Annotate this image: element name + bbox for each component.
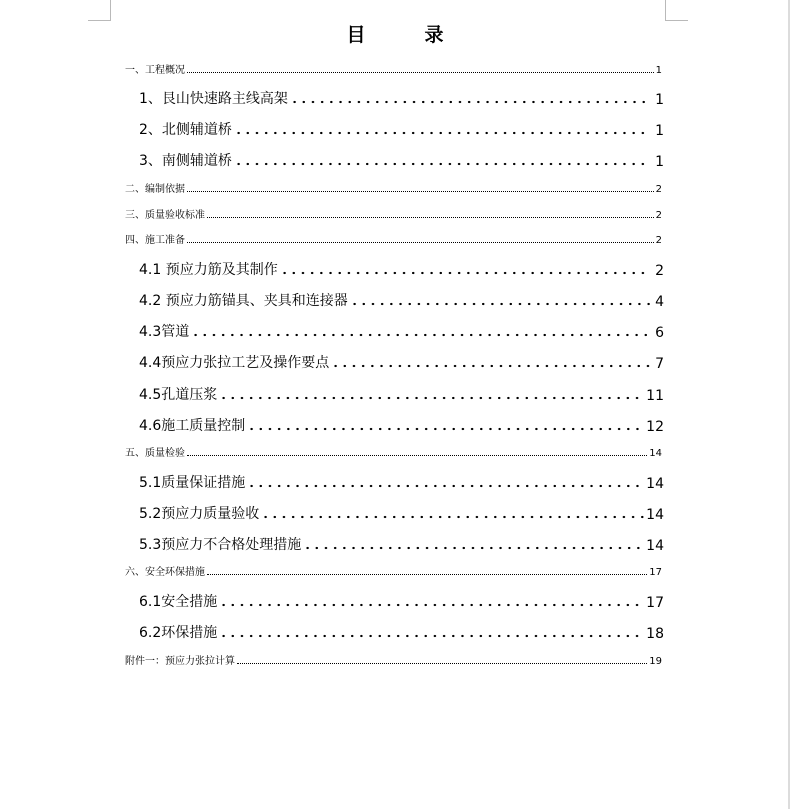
toc-page-number: 11 xyxy=(646,388,664,404)
toc-entry[interactable] xyxy=(125,62,662,76)
toc-entry-text: 1、艮山快速路主线高架 xyxy=(139,91,288,107)
dot-leader xyxy=(219,603,644,607)
toc-entry[interactable] xyxy=(139,622,664,642)
dot-leader xyxy=(331,364,650,368)
toc-page-number: 1 xyxy=(655,154,664,170)
toc-entry-text: 4.3管道 xyxy=(139,324,190,340)
toc-entry[interactable] xyxy=(125,445,662,459)
toc-entry[interactable] xyxy=(139,503,664,523)
toc-entry-text: 4.4预应力张拉工艺及操作要点 xyxy=(139,355,330,371)
toc-page-number: 7 xyxy=(655,356,664,372)
toc-entry-text: 六、安全环保措施 xyxy=(125,567,205,578)
dot-leader xyxy=(207,574,647,575)
toc-page-number: 18 xyxy=(646,626,664,642)
toc-entry-text: 4.6施工质量控制 xyxy=(139,418,246,434)
dot-leader xyxy=(187,72,654,73)
toc-page-number: 2 xyxy=(655,263,664,279)
toc-entry-text: 6.2环保措施 xyxy=(139,625,218,641)
toc-entry-text: 5.2预应力质量验收 xyxy=(139,506,260,522)
toc-page-number: 12 xyxy=(646,419,664,435)
dot-leader xyxy=(219,634,644,638)
toc-page-number: 1 xyxy=(655,65,662,76)
dot-leader xyxy=(247,427,644,431)
toc-entry[interactable] xyxy=(125,653,662,667)
dot-leader xyxy=(234,162,650,166)
toc-entry[interactable] xyxy=(139,384,664,404)
toc-entry-text: 4.1 预应力筋及其制作 xyxy=(139,262,278,278)
toc-entry[interactable] xyxy=(139,352,664,372)
toc-entry[interactable] xyxy=(125,564,662,578)
dot-leader xyxy=(247,484,644,488)
toc-page-number: 2 xyxy=(655,210,662,221)
toc-entry[interactable] xyxy=(139,290,664,310)
dot-leader xyxy=(191,333,650,337)
toc-page-number: 19 xyxy=(649,656,662,667)
toc-entry-text: 四、施工准备 xyxy=(125,235,185,246)
toc-entry[interactable] xyxy=(125,181,662,195)
toc-entry[interactable] xyxy=(139,415,664,435)
toc-page-number: 14 xyxy=(646,538,664,554)
dot-leader xyxy=(350,302,650,306)
toc-entry[interactable] xyxy=(139,119,664,139)
toc-entry[interactable] xyxy=(139,321,664,341)
toc-entry-text: 2、北侧辅道桥 xyxy=(139,122,232,138)
toc-entry-text: 3、南侧辅道桥 xyxy=(139,153,232,169)
dot-leader xyxy=(261,515,644,519)
toc-entry[interactable] xyxy=(139,88,664,108)
dot-leader xyxy=(207,217,654,218)
toc-entry-text: 5.1质量保证措施 xyxy=(139,475,246,491)
dot-leader xyxy=(280,271,650,275)
toc-entry-text: 5.3预应力不合格处理措施 xyxy=(139,537,302,553)
toc-page-number: 17 xyxy=(649,567,662,578)
dot-leader xyxy=(234,131,650,135)
toc-entry[interactable] xyxy=(139,534,664,554)
toc-page-number: 6 xyxy=(655,325,664,341)
toc-title: 目 录 xyxy=(346,24,464,46)
toc-page-number: 2 xyxy=(655,184,662,195)
toc-entry-text: 五、质量检验 xyxy=(125,448,185,459)
toc-page-number: 2 xyxy=(655,235,662,246)
toc-entry-text: 一、工程概况 xyxy=(125,65,185,76)
toc-entry[interactable] xyxy=(139,150,664,170)
toc-entry[interactable] xyxy=(139,472,664,492)
dot-leader xyxy=(237,663,647,664)
dot-leader xyxy=(187,191,654,192)
dot-leader xyxy=(290,100,650,104)
toc-entry[interactable] xyxy=(139,259,664,279)
toc-page-number: 14 xyxy=(646,507,664,523)
toc-entry-text: 4.5孔道压浆 xyxy=(139,387,218,403)
toc-entry[interactable] xyxy=(125,207,662,221)
toc-entry[interactable] xyxy=(139,591,664,611)
dot-leader xyxy=(187,455,647,456)
toc-entry-text: 4.2 预应力筋锚具、夹具和连接器 xyxy=(139,293,348,309)
toc-entry-text: 附件一：预应力张拉计算 xyxy=(125,656,235,667)
dot-leader xyxy=(219,396,644,400)
toc-entry[interactable] xyxy=(125,232,662,246)
toc-entry-text: 二、编制依据 xyxy=(125,184,185,195)
toc-page-number: 14 xyxy=(649,448,662,459)
toc-page-number: 4 xyxy=(655,294,664,310)
dot-leader xyxy=(187,242,654,243)
dot-leader xyxy=(303,546,644,550)
toc-entry-text: 三、质量验收标准 xyxy=(125,210,205,221)
toc-page-number: 1 xyxy=(655,92,664,108)
toc-page-number: 1 xyxy=(655,123,664,139)
toc-page-number: 14 xyxy=(646,476,664,492)
toc-entry-text: 6.1安全措施 xyxy=(139,594,218,610)
toc-page-number: 17 xyxy=(646,595,664,611)
